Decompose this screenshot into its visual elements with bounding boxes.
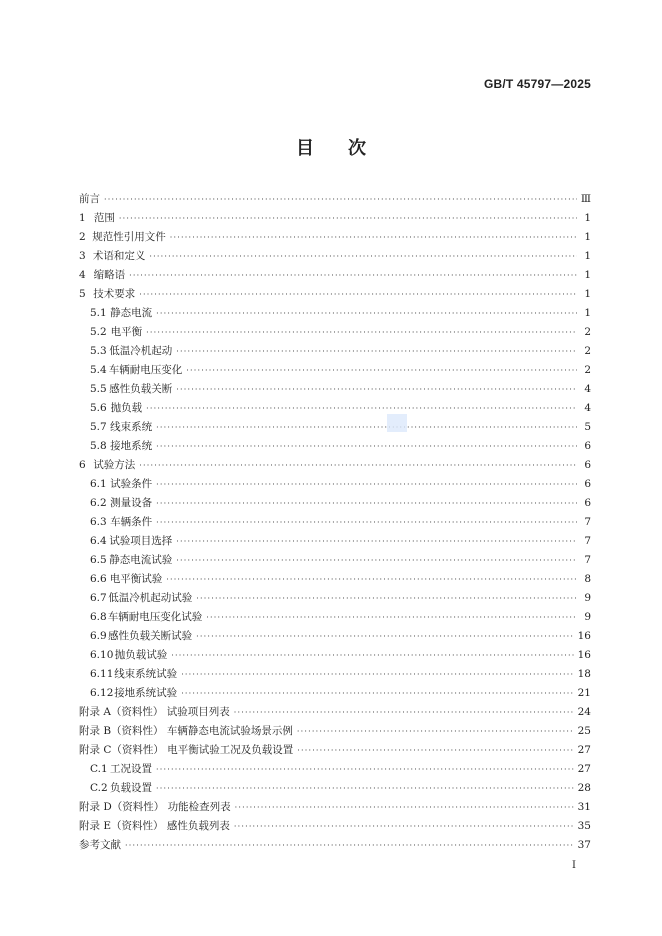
- toc-dot-leader: [125, 836, 574, 855]
- toc-entry-page: 1: [584, 269, 591, 281]
- toc-entry-number: 1: [79, 212, 86, 224]
- toc-entry-page: Ⅲ: [580, 193, 591, 205]
- toc-entry[interactable]: [79, 551, 591, 570]
- toc-entry-label: 试验方法: [93, 459, 136, 471]
- toc-dot-leader: [156, 494, 577, 513]
- toc-entry-label: 车辆耐电压变化试验: [107, 611, 203, 623]
- toc-entry-label: 附录 B（资料性） 车辆静态电流试验场景示例: [79, 725, 293, 737]
- toc-entry-label: 范围: [93, 212, 115, 224]
- toc-entry-label: 车辆条件: [110, 516, 153, 528]
- toc-dot-leader: [156, 513, 577, 532]
- toc-entry-page: 18: [577, 668, 591, 680]
- toc-entry-page: 24: [577, 706, 591, 718]
- toc-entry-page: 27: [577, 744, 591, 756]
- toc-title: [0, 134, 662, 160]
- toc-entry[interactable]: [79, 836, 591, 855]
- toc-dot-leader: [176, 532, 577, 551]
- toc-entry-page: 37: [577, 839, 591, 851]
- toc-entry-label: 工况设置: [110, 763, 153, 775]
- toc-entry-label: 参考文献: [79, 839, 121, 851]
- toc-entry[interactable]: [79, 456, 591, 475]
- toc-dot-leader: [156, 760, 574, 779]
- toc-entry-page: 9: [584, 592, 591, 604]
- toc-entry-page: 6: [584, 478, 591, 490]
- toc-entry[interactable]: [79, 190, 591, 209]
- toc-entry-page: 4: [584, 383, 591, 395]
- toc-entry-label: 电平衡试验: [109, 573, 163, 585]
- toc-entry-number: 5.2: [90, 326, 107, 338]
- toc-entry-page: 25: [577, 725, 591, 737]
- table-of-contents: [79, 190, 591, 855]
- toc-entry-label: 附录 A（资料性） 试验项目列表: [79, 706, 230, 718]
- toc-entry[interactable]: [79, 209, 591, 228]
- toc-dot-leader: [156, 304, 577, 323]
- toc-entry-number: 4: [79, 269, 86, 281]
- toc-entry-label: 接地系统: [110, 440, 153, 452]
- toc-entry[interactable]: [79, 741, 591, 760]
- toc-dot-leader: [181, 684, 573, 703]
- page-number: I: [572, 860, 576, 871]
- toc-entry-page: 1: [584, 307, 591, 319]
- toc-entry[interactable]: [79, 247, 591, 266]
- toc-entry-label: 缩略语: [93, 269, 126, 281]
- toc-entry-label: 静态电流试验: [109, 554, 173, 566]
- toc-dot-leader: [297, 741, 573, 760]
- toc-entry-label: 前言: [79, 193, 100, 205]
- toc-title-char-1: 目: [296, 138, 314, 159]
- toc-dot-leader: [181, 665, 573, 684]
- toc-entry-number: 5.1: [90, 307, 107, 319]
- toc-entry-page: 28: [577, 782, 591, 794]
- toc-entry[interactable]: [79, 760, 591, 779]
- toc-entry[interactable]: [79, 228, 591, 247]
- toc-dot-leader: [176, 342, 577, 361]
- toc-entry-number: 5.3: [90, 345, 107, 357]
- toc-entry[interactable]: [79, 817, 591, 836]
- toc-entry-page: 9: [584, 611, 591, 623]
- toc-entry-page: 5: [584, 421, 591, 433]
- toc-entry-label: 试验条件: [110, 478, 153, 490]
- toc-dot-leader: [176, 551, 577, 570]
- toc-entry-page: 8: [584, 573, 591, 585]
- toc-entry-number: 6.2: [90, 497, 107, 509]
- toc-entry-label: 测量设备: [110, 497, 153, 509]
- toc-entry-page: 6: [584, 459, 591, 471]
- toc-entry[interactable]: [79, 570, 591, 589]
- toc-entry-number: 6.5: [90, 554, 107, 566]
- toc-entry-number: 6.4: [90, 535, 107, 547]
- toc-entry-number: 5.5: [90, 383, 107, 395]
- toc-entry[interactable]: [79, 798, 591, 817]
- toc-entry-number: 6: [79, 459, 86, 471]
- toc-entry-label: 线束系统试验: [114, 668, 178, 680]
- toc-entry-number: 2: [79, 231, 86, 243]
- toc-entry[interactable]: [79, 437, 591, 456]
- toc-entry-number: 6.11: [90, 668, 114, 680]
- toc-entry-page: 21: [577, 687, 591, 699]
- toc-entry[interactable]: [79, 703, 591, 722]
- toc-entry[interactable]: [79, 532, 591, 551]
- toc-dot-leader: [234, 703, 574, 722]
- toc-dot-leader: [139, 285, 577, 304]
- toc-entry-number: 6.1: [90, 478, 107, 490]
- toc-entry-page: 2: [584, 345, 591, 357]
- toc-entry-label: 技术要求: [93, 288, 136, 300]
- toc-entry[interactable]: [79, 323, 591, 342]
- toc-entry-page: 2: [584, 326, 591, 338]
- toc-entry-label: 试验项目选择: [109, 535, 173, 547]
- toc-entry-number: 5.4: [90, 364, 107, 376]
- toc-entry[interactable]: [79, 475, 591, 494]
- toc-entry-label: 术语和定义: [92, 250, 146, 262]
- toc-entry[interactable]: [79, 684, 591, 703]
- toc-dot-leader: [166, 570, 577, 589]
- toc-entry[interactable]: [79, 361, 591, 380]
- toc-entry-label: 附录 E（资料性） 感性负载列表: [79, 820, 230, 832]
- toc-entry[interactable]: [79, 342, 591, 361]
- toc-entry-label: 感性负载关断试验: [108, 630, 193, 642]
- toc-dot-leader: [156, 437, 577, 456]
- toc-entry[interactable]: [79, 779, 591, 798]
- toc-entry[interactable]: [79, 608, 591, 627]
- toc-entry[interactable]: [79, 665, 591, 684]
- toc-dot-leader: [149, 247, 577, 266]
- toc-entry-page: 27: [577, 763, 591, 775]
- toc-entry[interactable]: [79, 513, 591, 532]
- toc-entry-page: 35: [577, 820, 591, 832]
- toc-entry-number: 5.6: [90, 402, 107, 414]
- toc-entry-number: 6.9: [90, 630, 107, 642]
- toc-entry[interactable]: [79, 646, 591, 665]
- toc-entry-page: 7: [584, 535, 591, 547]
- toc-entry-number: 6.8: [90, 611, 107, 623]
- toc-entry-number: 6.6: [90, 573, 107, 585]
- toc-entry-page: 1: [584, 250, 591, 262]
- toc-entry-page: 1: [584, 231, 591, 243]
- toc-entry-label: 静态电流: [110, 307, 153, 319]
- toc-entry-page: 6: [584, 497, 591, 509]
- toc-entry-number: C.2: [90, 782, 108, 794]
- toc-entry[interactable]: [79, 589, 591, 608]
- toc-entry[interactable]: [79, 266, 591, 285]
- toc-entry-label: 附录 C（资料性） 电平衡试验工况及负载设置: [79, 744, 294, 756]
- toc-entry-page: 6: [584, 440, 591, 452]
- toc-entry-label: 抛负载试验: [114, 649, 168, 661]
- toc-entry-page: 1: [584, 212, 591, 224]
- toc-dot-leader: [171, 646, 573, 665]
- toc-dot-leader: [186, 361, 577, 380]
- toc-entry-label: 低温冷机起动试验: [108, 592, 193, 604]
- toc-entry[interactable]: [79, 304, 591, 323]
- toc-entry-label: 低温冷机起动: [109, 345, 173, 357]
- toc-entry-page: 4: [584, 402, 591, 414]
- toc-entry[interactable]: [79, 380, 591, 399]
- toc-dot-leader: [156, 779, 574, 798]
- toc-entry[interactable]: [79, 627, 591, 646]
- standard-code: GB/T 45797—2025: [483, 77, 591, 91]
- toc-dot-leader: [297, 722, 574, 741]
- toc-entry-page: 1: [584, 288, 591, 300]
- toc-entry-page: 16: [577, 649, 591, 661]
- toc-entry-label: 负载设置: [110, 782, 153, 794]
- toc-dot-leader: [146, 323, 577, 342]
- toc-entry-label: 抛负载: [110, 402, 143, 414]
- toc-entry-number: 3: [79, 250, 86, 262]
- toc-entry-page: 31: [577, 801, 591, 813]
- toc-dot-leader: [156, 418, 577, 437]
- toc-entry[interactable]: [79, 418, 591, 437]
- toc-entry-label: 接地系统试验: [114, 687, 178, 699]
- toc-entry-label: 车辆耐电压变化: [108, 364, 183, 376]
- toc-entry-label: 线束系统: [110, 421, 153, 433]
- toc-dot-leader: [146, 399, 577, 418]
- watermark-mark: [387, 414, 407, 432]
- toc-dot-leader: [235, 798, 574, 817]
- toc-entry-number: C.1: [90, 763, 108, 775]
- toc-entry[interactable]: [79, 399, 591, 418]
- toc-dot-leader: [156, 475, 577, 494]
- toc-entry-label: 感性负载关断: [109, 383, 173, 395]
- toc-entry-label: 规范性引用文件: [92, 231, 166, 243]
- toc-entry-number: 6.7: [90, 592, 107, 604]
- toc-entry-number: 6.10: [90, 649, 114, 661]
- toc-entry-page: 2: [584, 364, 591, 376]
- toc-dot-leader: [196, 627, 574, 646]
- toc-dot-leader: [104, 190, 577, 209]
- toc-entry[interactable]: [79, 722, 591, 741]
- toc-entry-page: 7: [584, 554, 591, 566]
- toc-dot-leader: [234, 817, 574, 836]
- toc-entry-number: 5.7: [90, 421, 107, 433]
- toc-entry-label: 附录 D（资料性） 功能检查列表: [79, 801, 231, 813]
- toc-entry-number: 5: [79, 288, 86, 300]
- toc-entry[interactable]: [79, 285, 591, 304]
- toc-entry-number: 6.12: [90, 687, 114, 699]
- toc-dot-leader: [139, 456, 577, 475]
- toc-entry-label: 电平衡: [110, 326, 143, 338]
- toc-entry-number: 6.3: [90, 516, 107, 528]
- toc-dot-leader: [129, 266, 577, 285]
- toc-dot-leader: [170, 228, 577, 247]
- toc-entry-number: 5.8: [90, 440, 107, 452]
- toc-dot-leader: [196, 589, 577, 608]
- toc-entry-page: 16: [577, 630, 591, 642]
- toc-entry-page: 7: [584, 516, 591, 528]
- toc-title-char-2: 次: [348, 138, 366, 159]
- toc-dot-leader: [206, 608, 577, 627]
- toc-entry[interactable]: [79, 494, 591, 513]
- toc-dot-leader: [119, 209, 577, 228]
- toc-dot-leader: [176, 380, 577, 399]
